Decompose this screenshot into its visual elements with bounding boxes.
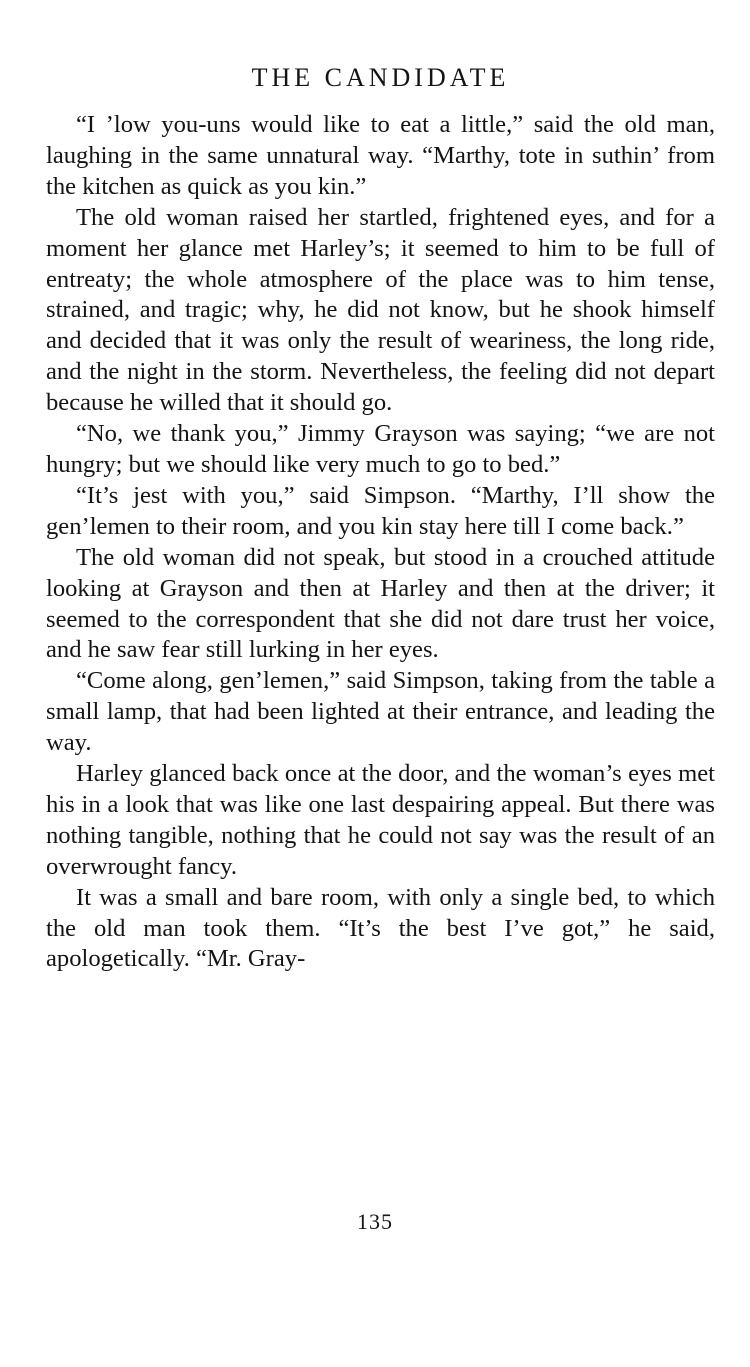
paragraph: Harley glanced back once at the door, and the woman’s eyes met his in a look that was like one last despairing appeal. But there was nothing tangible, nothing that he could not say was the result of an overwrought fancy. <box>46 760 715 880</box>
paragraph: It was a small and bare room, with only a single bed, to which the old man took them. “It’s the best I’ve got,” he said, apologetically. “Mr. Gray- <box>46 883 715 973</box>
body-text <box>46 110 715 975</box>
paragraph: “I ’low you-uns would like to eat a little,” said the old man, laughing in the same unnatural way. “Marthy, tote in suthin’ from the kitchen as quick as you kin.” <box>46 111 715 200</box>
paragraph: The old woman raised her startled, frightened eyes, and for a moment her glance met Harley’s; it seemed to him to be full of entreaty; the whole atmosphere of the place was to him tense, strained, and tragic; why, he did not know, but he shook himself and decided that it was only the result of weariness, the long ride, and the night in the storm. Nevertheless, the feeling did not depart because he willed that it should go. <box>46 203 715 417</box>
running-head: THE CANDIDATE <box>251 63 510 92</box>
page-number: 135 <box>357 1209 393 1234</box>
paragraph: The old woman did not speak, but stood in a crouched attitude looking at Grayson and then at Harley and then at the driver; it seemed to the correspondent that she did not dare trust her voice, and he saw fear still lurking in her eyes. <box>46 543 715 664</box>
book-page <box>46 58 715 975</box>
paragraph: “Come along, gen’lemen,” said Simpson, taking from the table a small lamp, that had been lighted at their entrance, and leading the way. <box>46 667 715 757</box>
paragraph: “It’s jest with you,” said Simpson. “Marthy, I’ll show the gen’lemen to their room, and you kin stay here till I come back.” <box>46 481 715 540</box>
paragraph: “No, we thank you,” Jimmy Grayson was saying; “we are not hungry; but we should like very much to go to bed.” <box>46 420 715 478</box>
